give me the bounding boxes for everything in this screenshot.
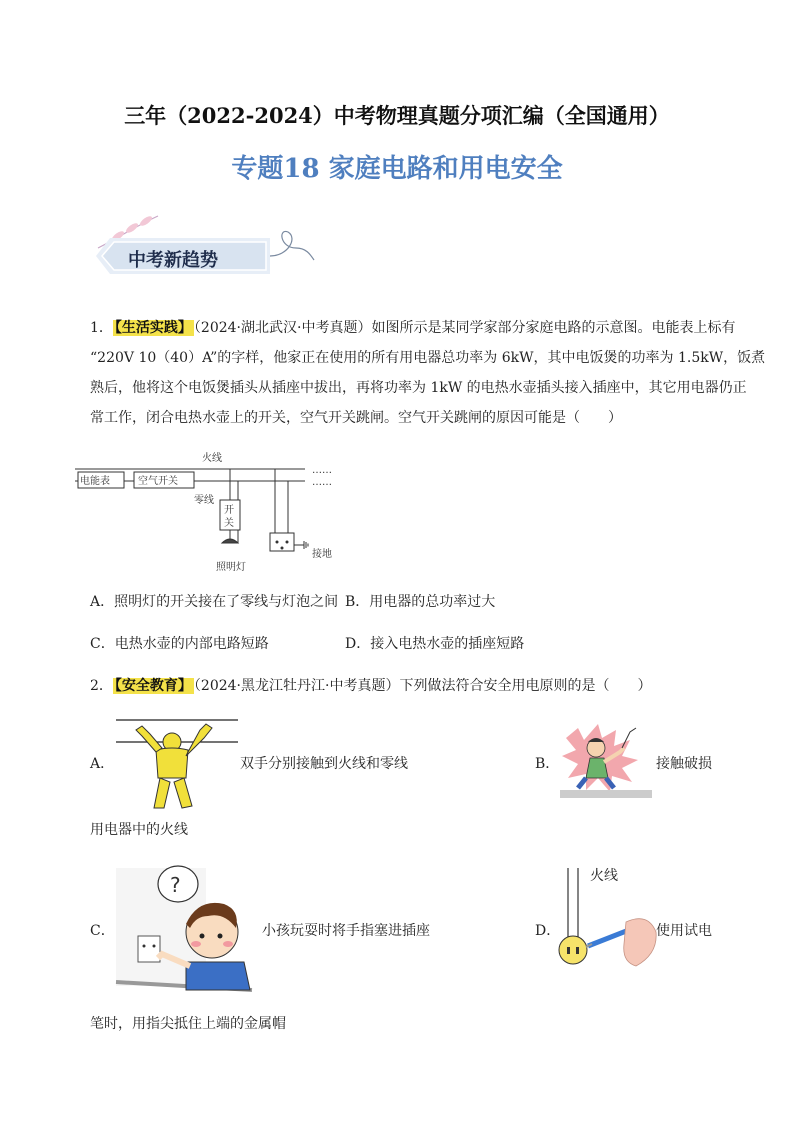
q2-d-live-label: 火线 [590,868,618,884]
q1-option-a: A．照明灯的开关接在了零线与灯泡之间 [90,594,339,610]
q1-stem-part1: 如图所示是某同学家部分家庭电路的示意图。电能表上标有 [371,320,736,336]
person-touching-wires-icon [112,712,240,812]
q2-a-letter: A． [90,756,115,772]
q1-line4: 常工作，闭合电热水壶上的开关，空气开关跳闸。空气开关跳闸的原因可能是（ ） [90,410,622,426]
q2-b-image [556,718,656,802]
banner-label: 中考新趋势 [128,250,218,271]
diagram-neutral-label: 零线 [194,495,214,506]
q2-b-continuation: 用电器中的火线 [90,822,188,838]
topic-title: 专题18 家庭电路和用电安全 [231,154,563,184]
q1-line1 [90,318,735,338]
q2-d-continuation: 笔时，用指尖抵住上端的金属帽 [90,1016,286,1032]
q2-c-letter: C． [90,923,115,939]
q2-d-text: 使用试电 [656,923,712,939]
diagram-live-label: 火线 [202,453,222,464]
diagram-lamp-label: 照明灯 [216,562,246,573]
diagram-ground-label: 接地 [312,549,332,560]
q2-stem: 下列做法符合安全用电原则的是（ ） [399,678,652,694]
q2-tag: 【安全教育】 [114,678,192,694]
q2-a-image [112,712,240,812]
diagram-switch-bottom: 关 [224,518,234,529]
q2-number: 2． [90,678,113,694]
q1-tag: 【生活实践】 [114,320,192,336]
q2-c-image [112,858,260,998]
diagram-dots-bottom: …… [312,477,332,488]
q2-c-text: 小孩玩耍时将手指塞进插座 [262,923,430,939]
circuit-diagram [70,445,350,575]
q1-option-d: D．接入电热水壶的插座短路 [345,636,525,652]
q2-a-text: 双手分别接触到火线和零线 [240,756,408,772]
q2-b-text: 接触破损 [656,756,712,772]
q1-line3: 熟后，他将这个电饭煲插头从插座中拔出，再将功率为 1kW 的电热水壶插头接入插座中，其它用电器仍正 [90,380,747,396]
q1-source: （2024·湖北武汉·中考真题） [193,320,372,336]
svg-text:?: ? [170,873,181,897]
q2-line1 [90,676,651,696]
q1-line2: “220V 10（40）A”的字样，他家正在使用的所有用电器总功率为 6kW，其中电饭煲的功率为 1.5kW，饭煮 [90,350,766,366]
page-title: 三年（2022-2024）中考物理真题分项汇编（全国通用） [124,103,670,128]
person-shocked-icon [556,718,656,802]
diagram-switch-top: 开 [224,505,234,516]
diagram-dots-top: …… [312,465,332,476]
child-socket-icon [112,858,260,998]
q1-option-b: B．用电器的总功率过大 [345,594,496,610]
q2-source: （2024·黑龙江牡丹江·中考真题） [193,678,400,694]
diagram-meter-label: 电能表 [80,476,110,487]
section-banner [88,208,318,290]
diagram-breaker-label: 空气开关 [138,476,178,487]
q1-option-c: C．电热水壶的内部电路短路 [90,636,269,652]
q1-number: 1． [90,320,113,336]
q2-d-letter: D． [535,923,561,939]
q2-b-letter: B． [535,756,560,772]
